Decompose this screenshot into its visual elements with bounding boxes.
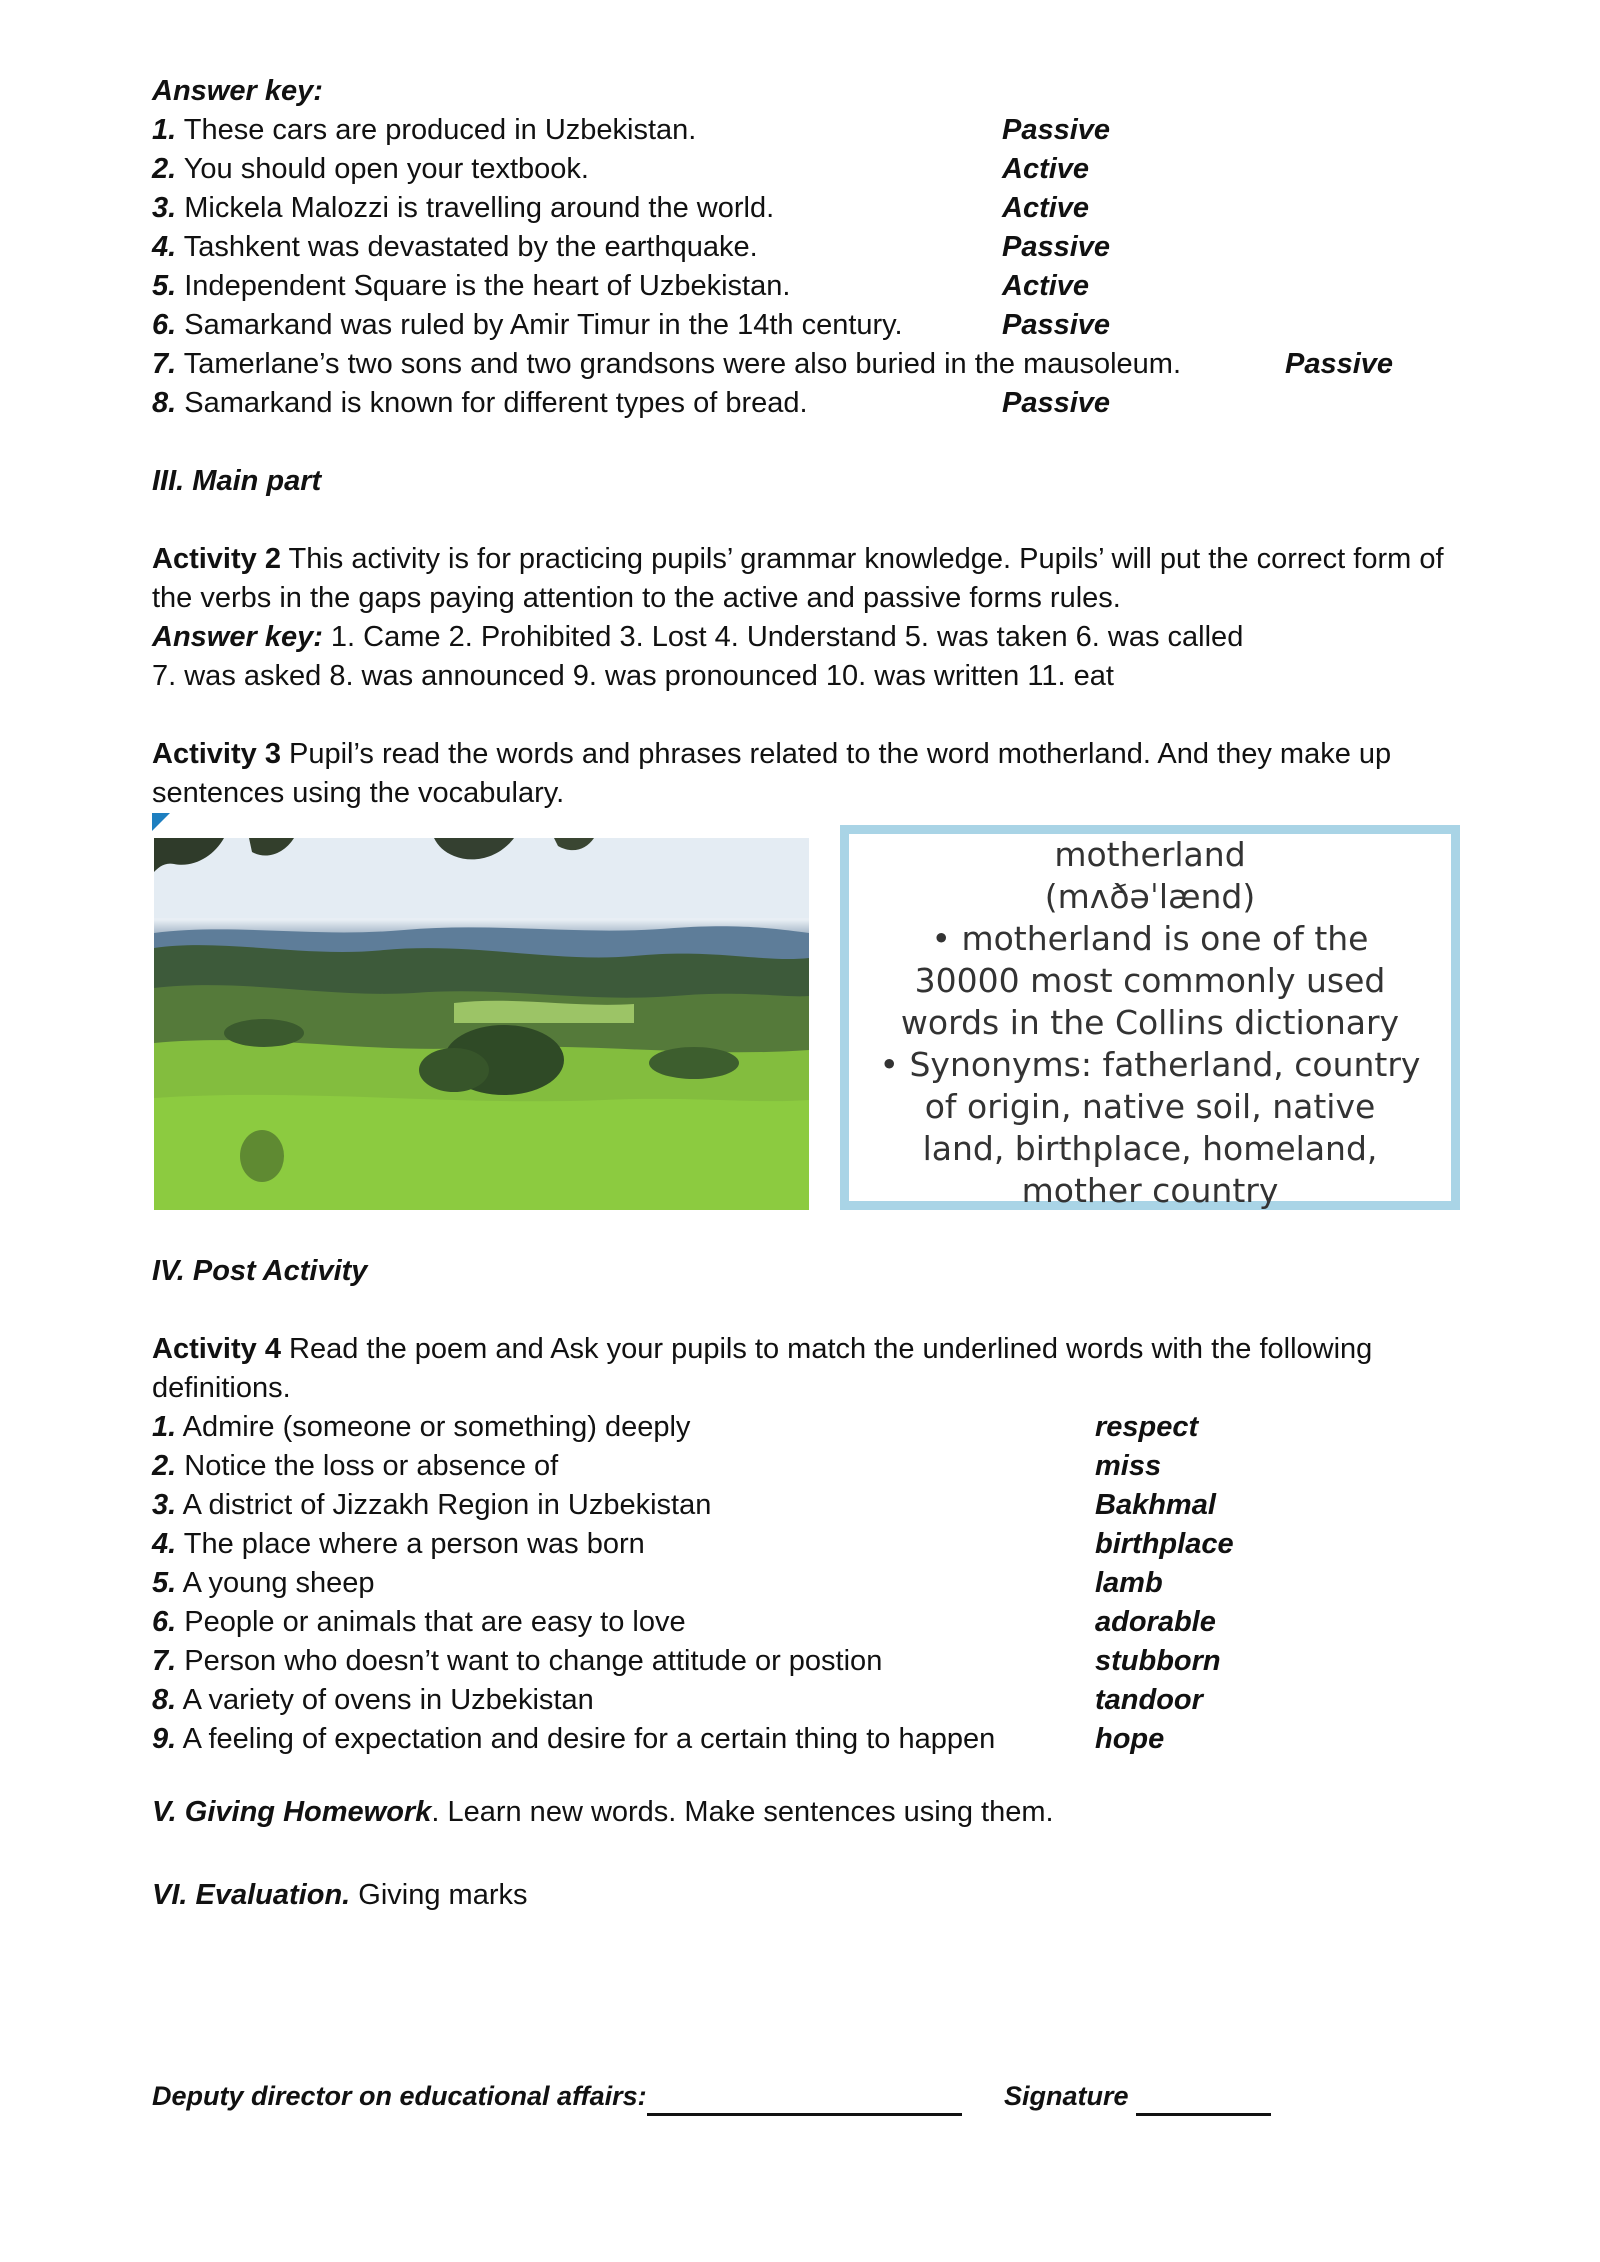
activity-2-answers-2: 7. was asked 8. was announced 9. was pronounced 10. was written 11. eat — [152, 660, 1114, 692]
evaluation-line — [152, 1876, 1482, 1915]
item-answer: respect — [1095, 1411, 1199, 1443]
list-item — [152, 111, 1482, 150]
item-text: These cars are produced in Uzbekistan. — [183, 114, 697, 146]
main-part-heading — [152, 462, 1482, 501]
activity-4-paragraph — [152, 1330, 1482, 1408]
item-answer: Active — [1002, 270, 1090, 302]
item-number: 7. — [152, 348, 177, 380]
activity-2-answers-1: 1. Came 2. Prohibited 3. Lost 4. Understand 5. was taken 6. was called — [330, 621, 1244, 653]
list-item — [152, 1642, 1482, 1681]
list-item — [152, 1447, 1482, 1486]
item-text: Admire (someone or something) deeply — [182, 1411, 691, 1443]
dictionary-line: of origin, native soil, native — [924, 1087, 1376, 1126]
list-item — [152, 1525, 1482, 1564]
list-item — [152, 189, 1482, 228]
activity-3-text: Pupil’s read the words and phrases related to the word motherland. And they make up sentences using the vocabulary. — [152, 738, 1392, 809]
activity-2-answer-line-1 — [152, 618, 1482, 657]
dictionary-line: mother country — [1021, 1171, 1279, 1210]
image-anchor-icon — [152, 813, 170, 831]
dictionary-line: • Synonyms: fatherland, country — [879, 1045, 1421, 1084]
item-text: Independent Square is the heart of Uzbekistan. — [184, 270, 791, 302]
item-answer: Active — [1002, 153, 1090, 185]
item-text: Person who doesn’t want to change attitude or postion — [184, 1645, 883, 1677]
dictionary-line: • motherland is one of the — [931, 919, 1369, 958]
homework-line — [152, 1793, 1482, 1832]
item-text: Samarkand was ruled by Amir Timur in the 14th century. — [184, 309, 903, 341]
homework-heading: V. Giving Homework — [152, 1796, 432, 1828]
item-answer: hope — [1095, 1723, 1165, 1755]
document-page — [152, 72, 1482, 2111]
item-text: A variety of ovens in Uzbekistan — [182, 1684, 594, 1716]
list-item — [152, 1720, 1482, 1759]
dictionary-pronunciation: (mʌðəˈlænd) — [1044, 877, 1256, 916]
answer-key-heading-text: Answer key: — [152, 75, 323, 107]
activity-2-answer-label: Answer key: — [152, 621, 323, 653]
deputy-director-label: Deputy director on educational affairs: — [152, 2081, 647, 2111]
landscape-image — [154, 838, 809, 1210]
item-answer: birthplace — [1095, 1528, 1234, 1560]
dictionary-line: words in the Collins dictionary — [900, 1003, 1400, 1042]
list-item — [152, 1564, 1482, 1603]
list-item — [152, 306, 1482, 345]
list-item — [152, 384, 1482, 423]
signature-label: Signature — [1004, 2081, 1129, 2111]
item-answer: Active — [1002, 192, 1090, 224]
item-text: Mickela Malozzi is travelling around the world. — [184, 192, 775, 224]
item-number: 4. — [152, 231, 177, 263]
item-number: 6. — [152, 309, 177, 341]
item-number: 5. — [152, 270, 177, 302]
item-number: 2. — [152, 153, 177, 185]
activity-4-title: Activity 4 — [152, 1333, 281, 1365]
activity-4-text: Read the poem and Ask your pupils to match the underlined words with the following definitions. — [152, 1333, 1373, 1404]
answer-key-list — [152, 111, 1482, 423]
post-activity-heading — [152, 1252, 1482, 1291]
list-item — [152, 150, 1482, 189]
item-number: 4. — [152, 1528, 177, 1560]
activity-2-answer-line-2 — [152, 657, 1482, 696]
item-answer: Passive — [1002, 231, 1111, 263]
list-item — [152, 1603, 1482, 1642]
item-number: 9. — [152, 1723, 177, 1755]
signature-footer — [152, 2077, 1482, 2116]
item-number: 3. — [152, 192, 177, 224]
activity-2-paragraph — [152, 540, 1482, 618]
item-number: 1. — [152, 1411, 177, 1443]
item-text: Tamerlane’s two sons and two grandsons were also buried in the mausoleum. — [183, 348, 1182, 380]
item-answer: Passive — [1002, 387, 1111, 419]
list-item — [152, 1486, 1482, 1525]
list-item — [152, 267, 1482, 306]
post-activity-heading-text: IV. Post Activity — [152, 1255, 368, 1287]
homework-text: . Learn new words. Make sentences using them. — [431, 1796, 1054, 1828]
item-answer: Passive — [1002, 114, 1111, 146]
item-text: Samarkand is known for different types of bread. — [184, 387, 808, 419]
item-answer: stubborn — [1095, 1645, 1221, 1677]
dictionary-word: motherland — [1054, 835, 1246, 874]
main-part-heading-text: III. Main part — [152, 465, 322, 497]
item-answer: Passive — [1285, 348, 1394, 380]
item-number: 2. — [152, 1450, 177, 1482]
list-item — [152, 1681, 1482, 1720]
item-text: You should open your textbook. — [183, 153, 589, 185]
item-number: 6. — [152, 1606, 177, 1638]
item-text: A district of Jizzakh Region in Uzbekistan — [182, 1489, 712, 1521]
activity-3-title: Activity 3 — [152, 738, 281, 770]
list-item — [152, 345, 1482, 384]
dictionary-line: 30000 most commonly used — [914, 961, 1386, 1000]
item-text: People or animals that are easy to love — [184, 1606, 686, 1638]
activity-3-paragraph — [152, 735, 1482, 813]
item-text: The place where a person was born — [183, 1528, 645, 1560]
item-answer: lamb — [1095, 1567, 1163, 1599]
item-number: 7. — [152, 1645, 177, 1677]
item-number: 8. — [152, 1684, 177, 1716]
item-text: Notice the loss or absence of — [184, 1450, 559, 1482]
definitions-list — [152, 1408, 1482, 1759]
answer-key-heading — [152, 72, 1482, 111]
activity-3-figure — [152, 813, 1482, 1213]
item-answer: miss — [1095, 1450, 1162, 1482]
item-number: 1. — [152, 114, 177, 146]
item-text: A young sheep — [182, 1567, 375, 1599]
item-number: 8. — [152, 387, 177, 419]
signature-line[interactable] — [1136, 2083, 1271, 2116]
item-number: 3. — [152, 1489, 177, 1521]
item-answer: tandoor — [1095, 1684, 1203, 1716]
deputy-signature-line[interactable] — [647, 2083, 962, 2116]
activity-2-text: This activity is for practicing pupils’ grammar knowledge. Pupils’ will put the correct form of the verbs in the gaps paying attention to the active and passive forms rules. — [152, 543, 1444, 614]
item-answer: Passive — [1002, 309, 1111, 341]
list-item — [152, 228, 1482, 267]
item-answer: Bakhmal — [1095, 1489, 1216, 1521]
item-text: A feeling of expectation and desire for a certain thing to happen — [182, 1723, 996, 1755]
item-answer: adorable — [1095, 1606, 1216, 1638]
dictionary-line: land, birthplace, homeland, — [922, 1129, 1378, 1168]
activity-2-title: Activity 2 — [152, 543, 281, 575]
dictionary-definition-box — [840, 825, 1460, 1210]
evaluation-heading: VI. Evaluation. — [152, 1879, 351, 1911]
item-text: Tashkent was devastated by the earthquake. — [183, 231, 758, 263]
item-number: 5. — [152, 1567, 177, 1599]
list-item — [152, 1408, 1482, 1447]
evaluation-text: Giving marks — [350, 1879, 528, 1911]
